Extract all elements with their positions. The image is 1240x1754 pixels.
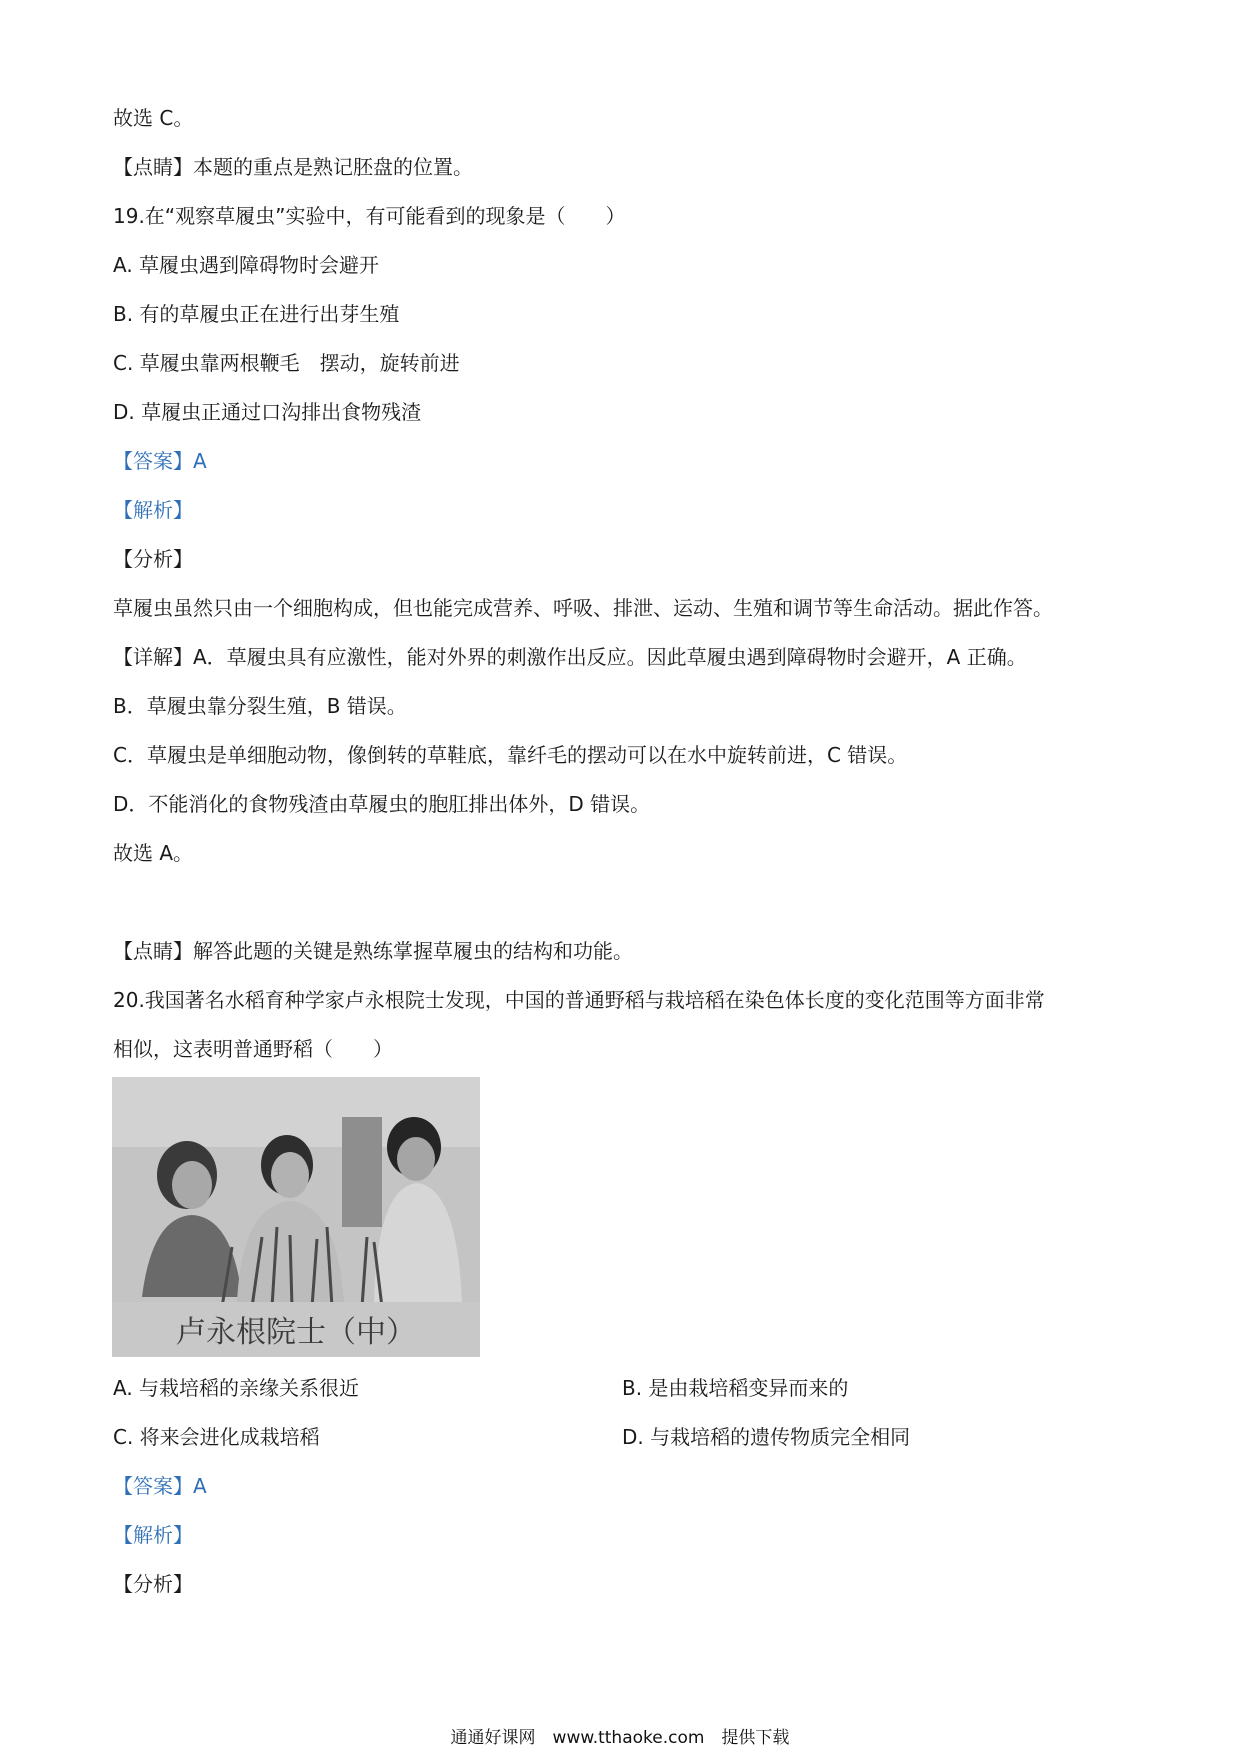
- dianjing-line: 【点睛】本题的重点是熟记胚盘的位置。: [113, 155, 473, 179]
- analysis-paragraph: 草履虫虽然只由一个细胞构成，但也能完成营养、呼吸、排泄、运动、生殖和调节等生命活动。据此作答。: [113, 596, 1053, 620]
- photo-illustration: [112, 1077, 480, 1357]
- detail-b: B．草履虫靠分裂生殖，B 错误。: [113, 694, 407, 718]
- question-20-cont: 相似，这表明普通野稻（ ）: [113, 1037, 393, 1061]
- q19-jiexi: 【解析】: [113, 498, 193, 522]
- q19-fenxi: 【分析】: [113, 547, 193, 571]
- q20-option-b: B. 是由栽培稻变异而来的: [622, 1376, 849, 1400]
- q19-option-b: B. 有的草履虫正在进行出芽生殖: [113, 302, 400, 326]
- q20-option-a: A. 与栽培稻的亲缘关系很近: [113, 1376, 360, 1400]
- question-20: 20.我国著名水稻育种学家卢永根院士发现，中国的普通野稻与栽培稻在染色体长度的变化范围等方面非常: [113, 988, 1045, 1012]
- text-line: 故选 C。: [113, 106, 194, 130]
- q20-answer: 【答案】A: [113, 1474, 207, 1498]
- page-footer: 通通好课网 www.tthaoke.com 提供下载: [450, 1728, 790, 1748]
- dianjing-line-2: 【点睛】解答此题的关键是熟练掌握草履虫的结构和功能。: [113, 939, 633, 963]
- q20-option-c: C. 将来会进化成栽培稻: [113, 1425, 320, 1449]
- q20-jiexi: 【解析】: [113, 1523, 193, 1547]
- detail-a: 【详解】A．草履虫具有应激性，能对外界的刺激作出反应。因此草履虫遇到障碍物时会避开，A 正确。: [113, 645, 1027, 669]
- q20-fenxi: 【分析】: [113, 1572, 193, 1596]
- q19-option-d: D. 草履虫正通过口沟排出食物残渣: [113, 400, 422, 424]
- q20-option-d: D. 与栽培稻的遗传物质完全相同: [622, 1425, 911, 1449]
- q19-option-a: A. 草履虫遇到障碍物时会避开: [113, 253, 380, 277]
- detail-d: D．不能消化的食物残渣由草履虫的胞肛排出体外，D 错误。: [113, 792, 651, 816]
- q19-option-c: C. 草履虫靠两根鞭毛 摆动，旋转前进: [113, 351, 460, 375]
- photo-caption: 卢永根院士（中）: [176, 1315, 416, 1350]
- choose-a: 故选 A。: [113, 841, 194, 865]
- q19-answer: 【答案】A: [113, 449, 207, 473]
- detail-c: C．草履虫是单细胞动物，像倒转的草鞋底，靠纤毛的摆动可以在水中旋转前进，C 错误。: [113, 743, 908, 767]
- question-19: 19.在“观察草履虫”实验中，有可能看到的现象是（ ）: [113, 204, 626, 228]
- academician-photo: [112, 1077, 480, 1357]
